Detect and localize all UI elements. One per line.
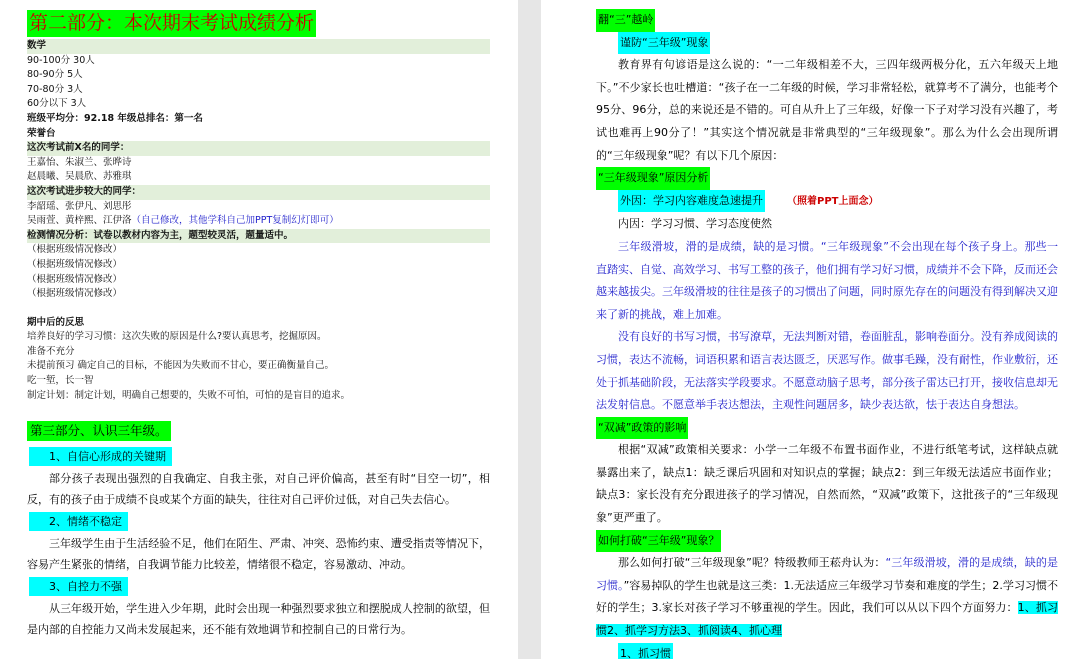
paragraph-intro: 教育界有句谚语是这么说的：“一二年级相差不大，三四年级两极分化，五六年级天上地下。”不少家长也吐槽道：“孩子在一二年级的时候，学习非常轻松，就算考不了满分，也能考个95分、96分，总的来说还是不错的。可自从升上了三年级，好像一下子对学习没有兴趣了，考试也难再上90分了！”其实这个情况就是非常典型的“三年级现象”。那么为什么会出现所谓的“三年级现象”呢？有以下几个原因： — [596, 58, 1058, 162]
paragraph-self-control: 从三年级开始，学生进入少年期，此时会出现一种强烈要求独立和摆脱成人控制的欲望，但是内部的自控能力又尚未发展起来，还不能有效地调节和控制自己的日常行为。 — [27, 602, 490, 637]
sub-heading-2-text: 2、情绪不稳定 — [29, 512, 128, 531]
part3-title-text: 第三部分、认识三年级。 — [27, 421, 171, 441]
inner-cause-line — [596, 213, 1058, 236]
four-aspects: 1、抓习惯2、抓学习方法3、抓阅读4、抓心理 — [596, 601, 1058, 638]
part2-title — [27, 10, 490, 39]
heading-break — [596, 530, 1058, 553]
honor-heading: 荣誉台 — [27, 127, 56, 139]
reflection-line: 吃一堑，长一智 — [27, 375, 94, 387]
progress-names: 吴雨萱、黄梓熙、江伊洛 — [27, 215, 132, 227]
paragraph-habits: 没有良好的书写习惯，书写潦草，无法判断对错，卷面脏乱，影响卷面分。没有养成阅读的习惯，表达不流畅，词语积累和语言表达匮乏，厌恶写作。做事毛躁，没有耐性，作业敷衍，还处于抓基础阶段，无法落实学段要求。不愿意动脑子思考，部分孩子雷达已打开，接收信息却无法发射信息。不愿意举手表达想法，主观性问题居多，缺少表达欲，怯于表达自身想法。 — [596, 330, 1058, 412]
heading-double-reduction-text: “双减”政策的影响 — [596, 417, 688, 440]
paragraph-slide: 三年级滑坡，滑的是成绩，缺的是习惯。“三年级现象”不会出现在每个孩子身上。那些一直踏实、自觉、高效学习、书写工整的孩子，他们拥有学习好习惯，成绩并不会下降，反而还会越来越拔尖。三年级滑坡的往往是孩子的习惯出了问题，同时原先存在的问题没有得到解决又迎来了新的挑战，难上加难。 — [596, 239, 1058, 321]
sub-heading-3-text: 3、自控力不强 — [29, 577, 128, 596]
exam-analysis-item: （根据班级情况修改） — [27, 288, 123, 300]
heading-cross-three — [596, 9, 1058, 32]
spacer — [27, 302, 490, 316]
heading-break-text: 如何打破“三年级”现象？ — [596, 530, 721, 553]
heading-cross-three-text: 翻“三”越岭 — [596, 9, 655, 32]
sub-heading-1 — [27, 445, 490, 468]
exam-analysis-item: （根据班级情况修改） — [27, 244, 123, 256]
paragraph-break — [596, 552, 1058, 642]
top-students-line: 赵晨曦、吴晨欣、苏雅琪 — [27, 171, 132, 183]
sub-heading-3 — [27, 575, 490, 598]
sub-heading-habit — [596, 643, 1058, 659]
read-ppt-note: （照着PPT上面念） — [787, 195, 879, 207]
top-students-heading: 这次考试前X名的同学： — [27, 141, 490, 156]
break-text-a: 那么如何打破“三年级现象”呢？特级教师王菘舟认为： — [618, 556, 886, 570]
part3-title — [27, 403, 490, 445]
exam-analysis-item: （根据班级情况修改） — [27, 273, 123, 285]
top-students-line: 王嘉怡、朱淑兰、张晔诗 — [27, 156, 132, 168]
reflection-line: 制定计划：制定计划，明确自己想要的，失败不可怕，可怕的是盲目的追求。 — [27, 389, 351, 401]
outer-cause: 外因：学习内容难度急速提升 — [618, 190, 765, 213]
sub-heading-prevent — [596, 32, 1058, 55]
document-page-left — [0, 0, 518, 659]
sub-heading-1-text: 1、自信心形成的关键期 — [29, 447, 172, 466]
sub-heading-prevent-text: 谨防“三年级”现象 — [618, 32, 710, 55]
score-line: 60分以下 3人 — [27, 98, 87, 110]
score-line: 70-80分 3人 — [27, 83, 83, 95]
paragraph-confidence: 部分孩子表现出强烈的自我确定、自我主张，对自己评价偏高，甚至有时“目空一切”，相反，有的孩子由于成绩不良或某个方面的缺失，往往对自己评价过低，对自己失去信心。 — [27, 472, 490, 507]
part2-title-text: 第二部分：本次期末考试成绩分析 — [27, 10, 316, 37]
break-text-c: ”容易掉队的学生也就是这三类：1.无法适应三年级学习节奏和难度的学生；2.学习习惯不好的学生；3.家长对孩子学习不够重视的学生。因此，我们可以从以下四个方面努力： — [596, 578, 1059, 615]
paragraph-double-reduction: 根据“双减”政策相关要求：小学一二年级不布置书面作业，不进行纸笔考试，这样缺点就暴露出来了，缺点1：缺乏课后巩固和对知识点的掌握；缺点2：到三年级无法适应书面作业；缺点3：家长没有充分跟进孩子的学习情况，自然而然，“双减”政策下，这批孩子的“三年级现象”更严重了。 — [596, 443, 1058, 525]
outer-cause-line — [596, 190, 1058, 214]
reflection-line: 准备不充分 — [27, 345, 75, 357]
paragraph-emotion: 三年级学生由于生活经验不足，他们在陌生、严肃、冲突、恐怖约束、遭受指责等情况下，容易产生紧张的情绪，自我调节能力比较差，情绪很不稳定，容易激动、冲动。 — [27, 537, 490, 572]
subject-heading: 数学 — [27, 39, 490, 54]
exam-analysis-heading: 检测情况分析：试卷以教材内容为主，题型较灵活，题量适中。 — [27, 229, 490, 244]
edit-note: （自己修改，其他学科自己加PPT复制幻灯即可） — [131, 215, 339, 227]
score-line: 90-100分 30人 — [27, 54, 95, 66]
progress-students-line: 李韶瑶、张伊凡、刘思彤 — [27, 200, 132, 212]
heading-causes-text: “三年级现象”原因分析 — [596, 167, 710, 190]
class-average: 班级平均分：92.18 年级总排名：第一名 — [27, 112, 203, 124]
heading-causes — [596, 167, 1058, 190]
reflection-line: 培养良好的学习习惯：这次失败的原因是什么?要认真思考，挖掘原因。 — [27, 331, 327, 343]
reflection-line: 未提前预习 确定自己的目标，不能因为失败而不甘心，要正确衡量自己。 — [27, 360, 335, 372]
document-page-right — [541, 0, 1080, 659]
reflection-heading: 期中后的反思 — [27, 316, 85, 328]
exam-analysis-item: （根据班级情况修改） — [27, 258, 123, 270]
break-quote: “三年级滑坡，滑的是成绩，缺的是习惯。 — [596, 556, 1058, 592]
progress-students-line — [27, 214, 490, 229]
heading-double-reduction — [596, 417, 1058, 440]
progress-students-heading: 这次考试进步较大的同学： — [27, 185, 490, 200]
score-line: 80-90分 5人 — [27, 69, 83, 81]
sub-heading-habit-text: 1、抓习惯 — [618, 643, 673, 659]
page-gutter — [518, 0, 541, 659]
sub-heading-2 — [27, 510, 490, 533]
inner-cause: 内因：学习习惯、学习态度使然 — [618, 217, 772, 231]
